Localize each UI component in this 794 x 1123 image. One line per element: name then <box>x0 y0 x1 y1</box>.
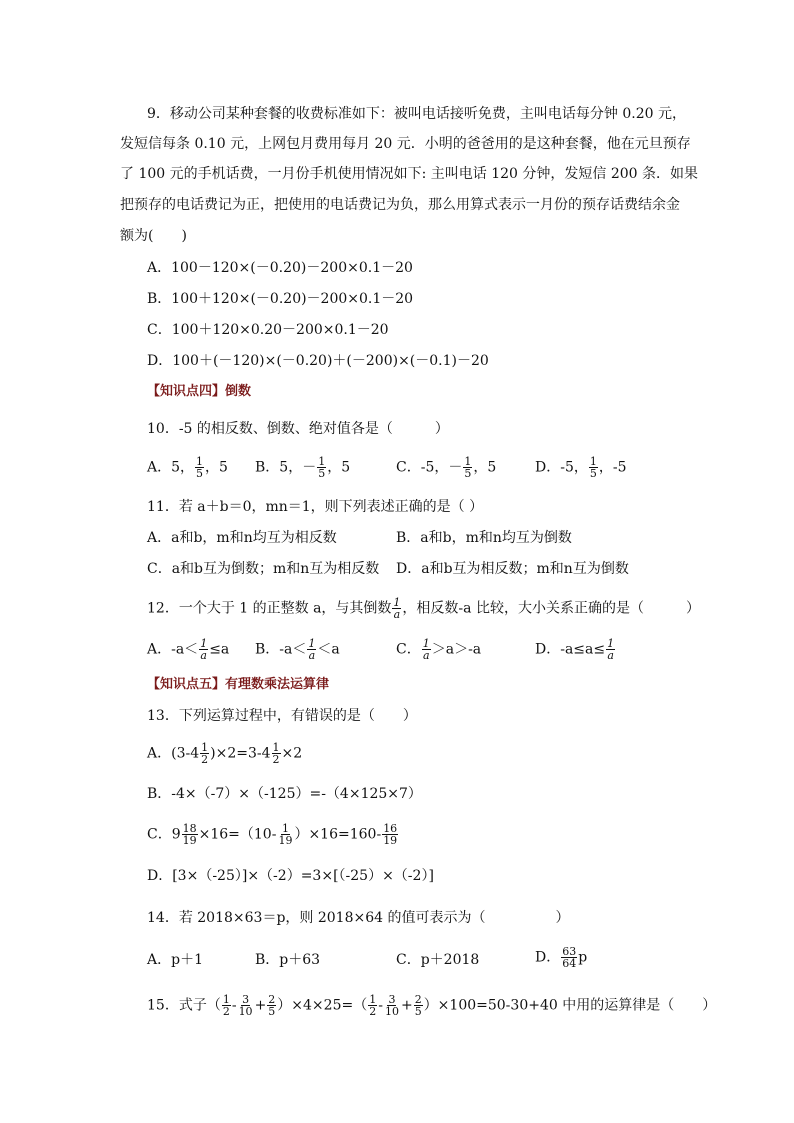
fraction: $\frac{3}{10}$ <box>384 993 399 1018</box>
q10-option-b: B．5，－ $\frac{1}{5}$ ，5 <box>255 455 351 480</box>
q14-stem: 14．若 2018×63＝p，则 2018×64 的值可表示为（ ） <box>147 910 570 926</box>
q14-option-c: C．p＋2018 <box>396 952 480 968</box>
fraction: $\frac{1}{5}$ <box>196 455 204 480</box>
q9-line-1: 9．移动公司某种套餐的收费标准如下：被叫电话接听免费，主叫电话每分钟 0.20 元， <box>147 106 686 122</box>
fraction: $\frac{1}{a}$ <box>422 637 430 662</box>
q11-option-c: C．a和b互为倒数；m和n互为相反数 <box>147 561 380 577</box>
q13-option-a: A．(3-4 $\frac{1}{2}$ )×2=3-4 $\frac{1}{2}$ ×2 <box>147 741 303 766</box>
fraction: $\frac{2}{5}$ <box>414 993 422 1018</box>
fraction: $\frac{1}{5}$ <box>318 455 326 480</box>
q13-option-b: B．-4×（-7）×（-125）=-（4×125×7） <box>147 786 422 802</box>
q10-stem: 10．-5 的相反数、倒数、绝对值各是（ ） <box>147 421 449 437</box>
fraction: $\frac{1}{a}$ <box>607 637 615 662</box>
q13-option-c: C．9 $\frac{18}{19}$ ×16=（10- $\frac{1}{19}$ ）×16=160- $\frac{16}{19}$ <box>147 822 398 847</box>
q9-line-4: 把预存的电话费记为正，把使用的电话费记为负，那么用算式表示一月份的预存话费结余金 <box>120 197 680 213</box>
q13-stem: 13．下列运算过程中，有错误的是（ ） <box>147 708 417 724</box>
section-heading-4: 【知识点四】倒数 <box>147 384 252 399</box>
q12-option-c: C． $\frac{1}{a}$ ＞a＞-a <box>396 637 482 662</box>
q13-option-d: D．[3×（-25）]×（-2）=3×[（-25）×（-2）] <box>147 868 434 884</box>
q9-line-2: 发短信每条 0.10 元，上网包月费用每月 20 元．小明的爸爸用的是这种套餐，他在元旦预存 <box>120 136 691 152</box>
fraction: $\frac{1}{a}$ <box>393 596 401 621</box>
q9-line-5: 额为( ) <box>120 228 187 244</box>
q9-line-3: 了 100 元的手机话费，一月份手机使用情况如下: 主叫电话 120 分钟，发短信 200 条．如果 <box>120 166 699 182</box>
q9-option-a: A．100－120×(－0.20)－200×0.1－20 <box>147 260 413 276</box>
q12-stem: 12．一个大于 1 的正整数 a，与其倒数 $\frac{1}{a}$ ，相反数-a 比较，大小关系正确的是（ ） <box>147 596 700 621</box>
fraction: $\frac{18}{19}$ <box>182 822 197 847</box>
fraction: $\frac{16}{19}$ <box>383 822 398 847</box>
fraction: $\frac{1}{19}$ <box>278 822 293 847</box>
fraction: $\frac{1}{a}$ <box>200 637 208 662</box>
q11-stem: 11．若 a＋b＝0，mn＝1，则下列表述正确的是（ ） <box>147 499 484 515</box>
q12-option-a: A．-a＜ $\frac{1}{a}$ ≤a <box>147 637 230 662</box>
q12-option-d: D．-a≤a≤ $\frac{1}{a}$ <box>535 637 615 662</box>
q14-option-a: A．p＋1 <box>147 952 203 968</box>
q10-option-a: A．5， $\frac{1}{5}$ ，5 <box>147 455 228 480</box>
q11-option-b: B．a和b，m和n均互为倒数 <box>396 530 572 546</box>
q14-option-b: B．p＋63 <box>255 952 321 968</box>
q14-option-d: D． $\frac{63}{64}$ p <box>535 945 588 970</box>
fraction: $\frac{1}{2}$ <box>222 993 230 1018</box>
fraction: $\frac{1}{2}$ <box>272 741 280 766</box>
q11-option-d: D．a和b互为相反数；m和n互为倒数 <box>396 561 629 577</box>
fraction: $\frac{1}{5}$ <box>589 455 597 480</box>
section-heading-5: 【知识点五】有理数乘法运算律 <box>147 677 330 692</box>
fraction: $\frac{1}{5}$ <box>464 455 472 480</box>
fraction: $\frac{1}{2}$ <box>369 993 377 1018</box>
q9-option-d: D．100＋(－120)×(－0.20)＋(－200)×(－0.1)－20 <box>147 353 489 369</box>
q10-option-d: D．-5， $\frac{1}{5}$ ，-5 <box>535 455 627 480</box>
q12-option-b: B．-a＜ $\frac{1}{a}$ ＜a <box>255 637 340 662</box>
fraction: $\frac{63}{64}$ <box>562 945 577 970</box>
fraction: $\frac{2}{5}$ <box>268 993 276 1018</box>
q10-option-c: C．-5，－ $\frac{1}{5}$ ，5 <box>396 455 497 480</box>
q15-stem: 15．式子（ $\frac{1}{2}$ - $\frac{3}{10}$ + $\frac{2}{5}$ ）×4×25=（ $\frac{1}{2}$ - $\frac{3}{10}$ + $\frac{2}{5}$ ）×100=50-30+40 中用的运算律是（ ） <box>147 993 717 1018</box>
q9-option-b: B．100＋120×(－0.20)－200×0.1－20 <box>147 291 414 307</box>
q9-option-c: C．100＋120×0.20－200×0.1－20 <box>147 322 389 338</box>
fraction: $\frac{1}{a}$ <box>308 637 316 662</box>
fraction: $\frac{3}{10}$ <box>238 993 253 1018</box>
q11-option-a: A．a和b，m和n均互为相反数 <box>147 530 337 546</box>
fraction: $\frac{1}{2}$ <box>201 741 209 766</box>
